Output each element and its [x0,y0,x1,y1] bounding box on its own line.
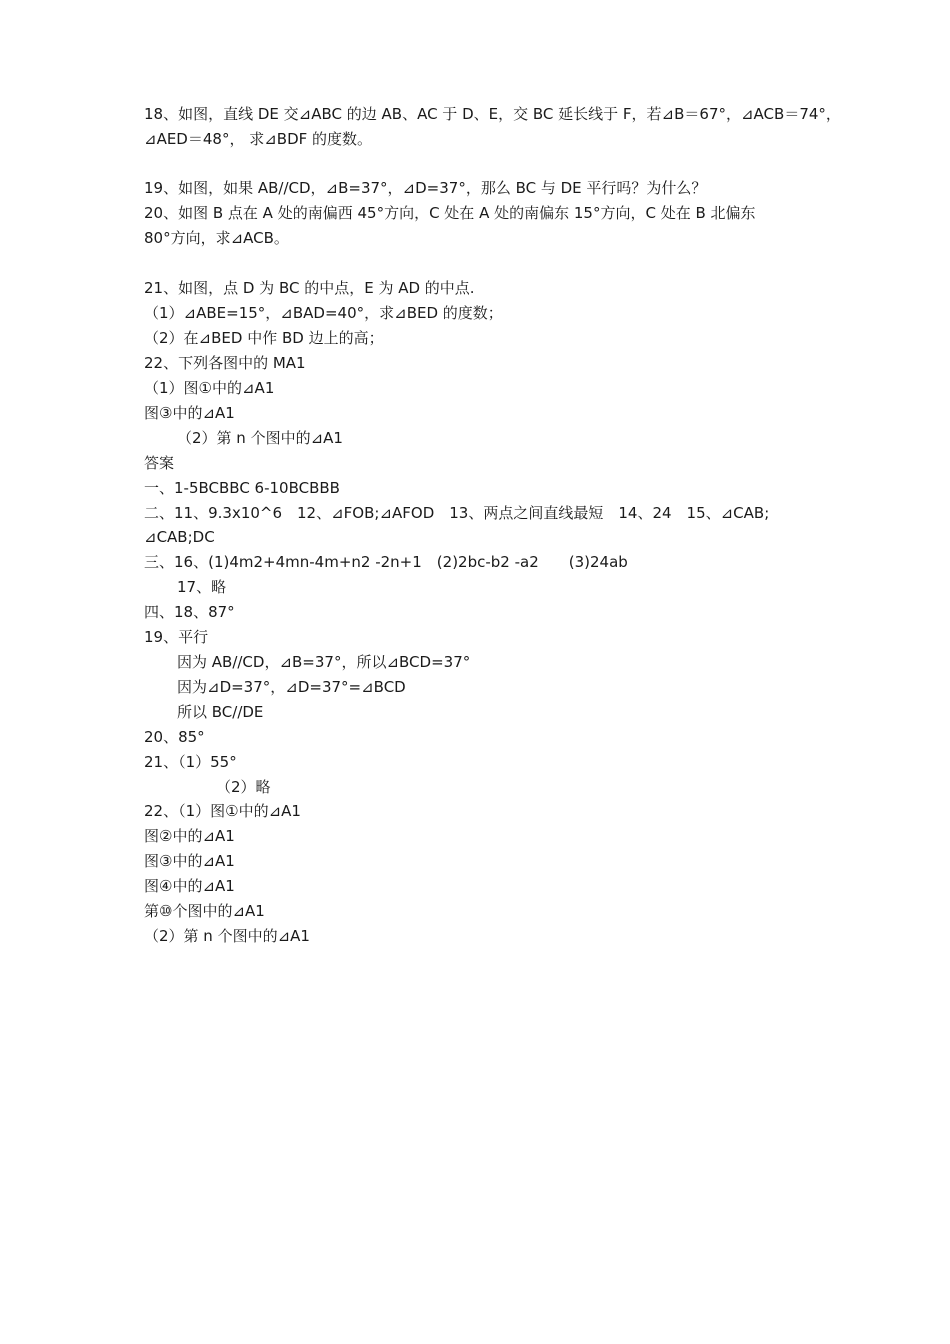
answer-21-part-1: 21、（1）55° [144,753,237,771]
question-22-part-1: （1）图①中的⊿A1 [144,379,275,397]
question-21-part-1: （1）⊿ABE=15°，⊿BAD=40°，求⊿BED 的度数； [144,304,503,322]
question-21-part-2: （2）在⊿BED 中作 BD 边上的高； [144,329,384,347]
answer-22-figure-2: 图②中的⊿A1 [144,827,235,845]
answer-section-2-line-2: ⊿CAB;DC [144,528,215,546]
answer-19-reason-1: 因为 AB//CD，⊿B=37°，所以⊿BCD=37° [177,653,471,671]
question-22: 22、下列各图中的 MA1 [144,354,306,372]
question-22-part-2: （2）第 n 个图中的⊿A1 [177,429,343,447]
answer-section-1: 一、1-5BCBBC 6-10BCBBB [144,479,340,497]
answers-heading: 答案 [144,454,175,472]
answer-section-2-line-1: 二、11、9.3x10^6 12、⊿FOB;⊿AFOD 13、两点之间直线最短 14、24 15、⊿CAB; [144,504,770,522]
answer-22-figure-4: 图④中的⊿A1 [144,877,235,895]
answer-22-part-1: 22、（1）图①中的⊿A1 [144,802,301,820]
question-22-figure-3: 图③中的⊿A1 [144,404,235,422]
question-18-line-2: ⊿AED＝48°， 求⊿BDF 的度数。 [144,130,373,148]
answer-22-figure-3: 图③中的⊿A1 [144,852,235,870]
question-21: 21、如图，点 D 为 BC 的中点，E 为 AD 的中点. [144,279,475,297]
question-18-line-1: 18、如图，直线 DE 交⊿ABC 的边 AB、AC 于 D、E，交 BC 延长线于 F，若⊿B＝67°，⊿ACB＝74°， [144,105,841,123]
question-20-line-2: 80°方向，求⊿ACB。 [144,229,289,247]
answer-17: 17、略 [177,578,227,596]
answer-section-3: 三、16、(1)4m2+4mn-4m+n2 -2n+1 (2)2bc-b2 -a2 (3)24ab [144,553,628,571]
answer-19-reason-2: 因为⊿D=37°，⊿D=37°=⊿BCD [177,678,406,696]
answer-20: 20、85° [144,728,205,746]
answer-19-conclusion: 所以 BC//DE [177,703,264,721]
answer-22-figure-10: 第⑩个图中的⊿A1 [144,902,265,920]
answer-19: 19、平行 [144,628,209,646]
question-20-line-1: 20、如图 B 点在 A 处的南偏西 45°方向，C 处在 A 处的南偏东 15°方向，C 处在 B 北偏东 [144,204,756,222]
answer-21-part-2: （2）略 [216,778,271,796]
answer-section-4: 四、18、87° [144,603,235,621]
question-19: 19、如图，如果 AB//CD，⊿B=37°，⊿D=37°，那么 BC 与 DE 平行吗？为什么？ [144,179,707,197]
answer-22-part-2: （2）第 n 个图中的⊿A1 [144,927,310,945]
